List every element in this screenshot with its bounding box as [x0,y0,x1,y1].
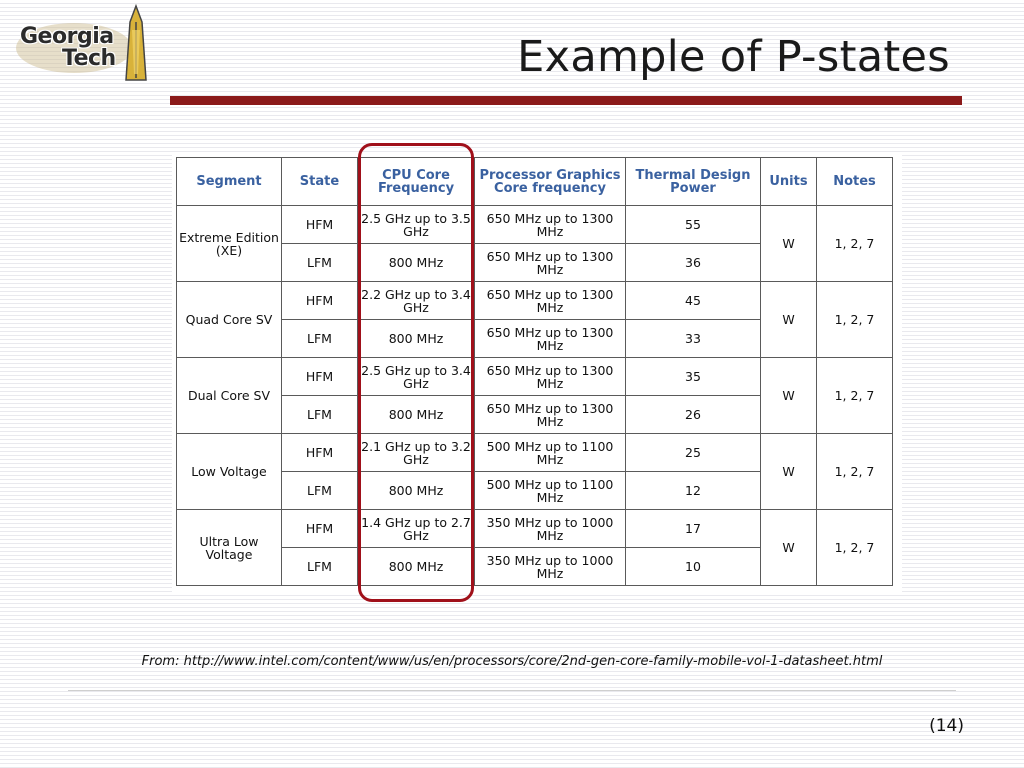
graphics-frequency-cell: 350 MHz up to 1000 MHz [475,548,626,586]
logo-word-tech: Tech [62,46,116,71]
state-cell: LFM [282,320,358,358]
state-cell: LFM [282,396,358,434]
segment-cell: Low Voltage [177,434,282,510]
cpu-frequency-cell: 800 MHz [358,396,475,434]
units-cell: W [761,510,817,586]
table-row [177,358,893,396]
cpu-frequency-cell: 2.5 GHz up to 3.4 GHz [358,358,475,396]
tdp-cell: 10 [626,548,761,586]
units-cell: W [761,282,817,358]
header-cpu-core-frequency: CPU Core Frequency [358,158,475,206]
footer-divider [68,690,956,691]
segment-cell: Ultra Low Voltage [177,510,282,586]
state-cell: HFM [282,434,358,472]
graphics-frequency-cell: 650 MHz up to 1300 MHz [475,320,626,358]
table-row [177,282,893,320]
notes-cell: 1, 2, 7 [817,282,893,358]
p-states-table [176,157,893,586]
state-cell: HFM [282,282,358,320]
state-cell: LFM [282,472,358,510]
cpu-frequency-cell: 800 MHz [358,244,475,282]
graphics-frequency-cell: 500 MHz up to 1100 MHz [475,434,626,472]
page-number: (14) [929,716,964,736]
title-underline-bar [170,96,962,105]
graphics-frequency-cell: 650 MHz up to 1300 MHz [475,396,626,434]
graphics-frequency-cell: 350 MHz up to 1000 MHz [475,510,626,548]
tdp-cell: 17 [626,510,761,548]
state-cell: HFM [282,206,358,244]
header-units: Units [761,158,817,206]
notes-cell: 1, 2, 7 [817,510,893,586]
table-row [177,206,893,244]
units-cell: W [761,358,817,434]
tdp-cell: 55 [626,206,761,244]
cpu-frequency-cell: 2.2 GHz up to 3.4 GHz [358,282,475,320]
cpu-frequency-cell: 800 MHz [358,472,475,510]
segment-cell: Quad Core SV [177,282,282,358]
header-graphics-core-frequency: Processor Graphics Core frequency [475,158,626,206]
graphics-frequency-cell: 650 MHz up to 1300 MHz [475,244,626,282]
header-segment: Segment [177,158,282,206]
header-notes: Notes [817,158,893,206]
notes-cell: 1, 2, 7 [817,206,893,282]
tdp-cell: 25 [626,434,761,472]
segment-cell: Extreme Edition (XE) [177,206,282,282]
units-cell: W [761,206,817,282]
cpu-frequency-cell: 2.1 GHz up to 3.2 GHz [358,434,475,472]
notes-cell: 1, 2, 7 [817,434,893,510]
notes-cell: 1, 2, 7 [817,358,893,434]
logo-word-georgia: Georgia [20,24,114,49]
cpu-frequency-cell: 2.5 GHz up to 3.5 GHz [358,206,475,244]
header-state: State [282,158,358,206]
tdp-cell: 45 [626,282,761,320]
table-row [177,434,893,472]
tdp-cell: 36 [626,244,761,282]
units-cell: W [761,434,817,510]
graphics-frequency-cell: 650 MHz up to 1300 MHz [475,206,626,244]
source-citation: From: http://www.intel.com/content/www/us/en/processors/core/2nd-gen-core-family-mobile-vol-1-datasheet.html [141,654,883,669]
table-row [177,510,893,548]
tdp-cell: 12 [626,472,761,510]
graphics-frequency-cell: 650 MHz up to 1300 MHz [475,282,626,320]
cpu-frequency-cell: 1.4 GHz up to 2.7 GHz [358,510,475,548]
table-header-row [177,158,893,206]
state-cell: LFM [282,244,358,282]
header-thermal-design-power: Thermal Design Power [626,158,761,206]
tdp-cell: 35 [626,358,761,396]
slide-title: Example of P-states [517,32,950,82]
georgia-tech-logo [14,4,154,82]
graphics-frequency-cell: 500 MHz up to 1100 MHz [475,472,626,510]
graphics-frequency-cell: 650 MHz up to 1300 MHz [475,358,626,396]
tdp-cell: 26 [626,396,761,434]
state-cell: LFM [282,548,358,586]
cpu-frequency-cell: 800 MHz [358,548,475,586]
cpu-frequency-cell: 800 MHz [358,320,475,358]
tdp-cell: 33 [626,320,761,358]
state-cell: HFM [282,358,358,396]
state-cell: HFM [282,510,358,548]
segment-cell: Dual Core SV [177,358,282,434]
